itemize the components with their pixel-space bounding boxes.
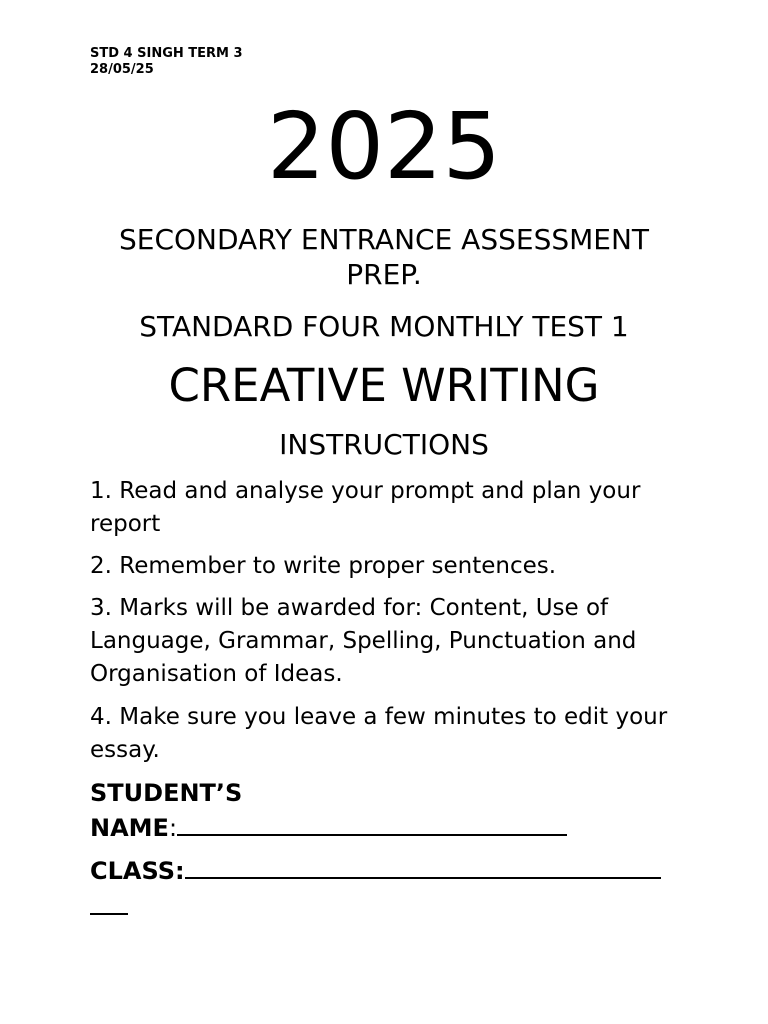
year-title: 2025 — [266, 93, 502, 200]
subject-title: CREATIVE WRITING — [168, 359, 600, 412]
instruction-item: 3. Marks will be awarded for: Content, Use of Language, Grammar, Spelling, Punctuation and Organisation of Ideas. — [90, 595, 637, 687]
student-name-label-line2: NAME — [90, 814, 169, 842]
student-name-colon: : — [168, 814, 178, 842]
instructions-heading: INSTRUCTIONS — [279, 428, 489, 461]
header-meta — [90, 46, 243, 78]
class-blank-continuation[interactable] — [90, 913, 128, 915]
instruction-item: 2. Remember to write proper sentences. — [90, 553, 557, 579]
student-name-blank[interactable] — [177, 810, 567, 836]
class-blank[interactable] — [185, 853, 661, 879]
class-label: CLASS: — [90, 857, 185, 885]
student-name-field — [90, 777, 670, 845]
instruction-item: 1. Read and analyse your prompt and plan your report — [90, 478, 641, 537]
date-label: 28/05/25 — [90, 62, 154, 77]
class-term-label: STD 4 SINGH TERM 3 — [90, 46, 243, 61]
class-field — [90, 853, 670, 888]
worksheet-page — [90, 0, 678, 1024]
assessment-title: SECONDARY ENTRANCE ASSESSMENT PREP. — [118, 223, 650, 291]
instruction-item: 4. Make sure you leave a few minutes to edit your essay. — [90, 704, 668, 763]
test-title: STANDARD FOUR MONTHLY TEST 1 — [139, 310, 629, 343]
student-name-label-line1: STUDENT’S — [90, 779, 243, 807]
